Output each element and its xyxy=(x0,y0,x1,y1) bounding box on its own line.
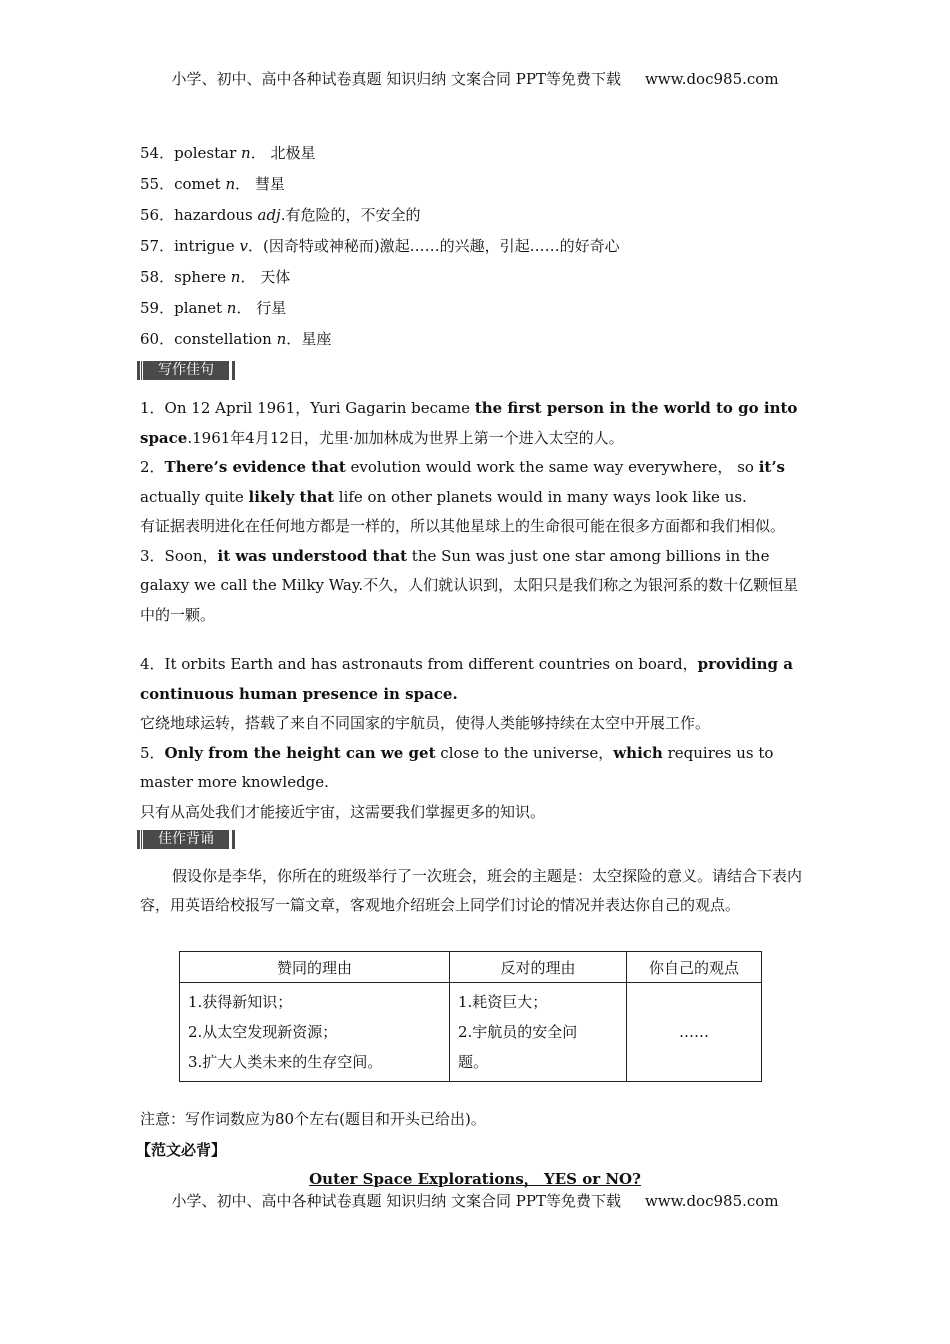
section-badge-recite: 佳作背诵 xyxy=(140,830,229,849)
vocab-item: 56．hazardous adj.有危险的，不安全的 xyxy=(140,206,421,224)
reasons-table xyxy=(179,951,762,1082)
vocab-item: 59．planet n． 行星 xyxy=(140,299,287,317)
table-cell-own: …… xyxy=(627,983,762,1082)
header-text: 小学、初中、高中各种试卷真题 知识归纳 文案合同 PPT等免费下载 xyxy=(171,70,621,88)
vocab-item: 60．constellation n．星座 xyxy=(140,330,332,348)
page-header xyxy=(0,68,950,89)
vocab-item: 57．intrigue v．(因奇特或神秘而)激起……的兴趣，引起……的好奇心 xyxy=(140,237,620,255)
sentence-2: 2．There’s evidence that evolution would work the same way everywhere， so it’s actually quite likely that life on other planets would in many ways look like us. xyxy=(140,458,785,506)
writing-prompt: 假设你是李华，你所在的班级举行了一次班会，班会的主题是：太空探险的意义。请结合下表内容，用英语给校报写一篇文章，客观地介绍班会上同学们讨论的情况并表达你自己的观点。 xyxy=(140,867,803,914)
section-badge-writing: 写作佳句 xyxy=(140,361,229,380)
sentence-2-translation: 有证据表明进化在任何地方都是一样的，所以其他星球上的生命很可能在很多方面都和我们相似。 xyxy=(140,517,786,535)
sentence-4-translation: 它绕地球运转，搭载了来自不同国家的宇航员，使得人类能够持续在太空中开展工作。 xyxy=(140,714,711,732)
vocab-item: 55．comet n． 彗星 xyxy=(140,175,285,193)
vocab-item: 58．sphere n． 天体 xyxy=(140,268,291,286)
header-site[interactable]: www.doc985.com xyxy=(644,70,779,88)
sentence-5: 5．Only from the height can we get close to the universe，which requires us to master more knowledge. xyxy=(140,743,774,791)
sentence-3: 3．Soon，it was understood that the Sun was just one star among billions in the galaxy we call the Milky Way.不久，人们就认识到，太阳只是我们称之为银河系的数十亿颗恒星中的一颗。 xyxy=(140,546,799,624)
table-cell-con: 1.耗资巨大； 2.宇航员的安全问 题。 xyxy=(450,983,627,1082)
sentence-1: 1．On 12 April 1961，Yuri Gagarin became the first person in the world to go into space.1961年4月12日，尤里·加加林成为世界上第一个进入太空的人。 xyxy=(140,399,798,447)
sentence-5-translation: 只有从高处我们才能接近宇宙，这需要我们掌握更多的知识。 xyxy=(140,802,546,821)
essay-title: Outer Space Explorations， YES or NO? xyxy=(309,1170,641,1188)
sentence-4: 4．It orbits Earth and has astronauts from different countries on board，providing a continuous human presence in space. xyxy=(140,655,793,703)
table-header-con: 反对的理由 xyxy=(450,952,627,983)
good-sentences xyxy=(140,394,812,827)
word-count-note: 注意：写作词数应为80个左右(题目和开头已给出)。 xyxy=(140,1110,486,1128)
footer-site[interactable]: www.doc985.com xyxy=(644,1192,779,1210)
vocab-item: 54．polestar n． 北极星 xyxy=(140,144,316,162)
sample-essay-label: 【范文必背】 xyxy=(136,1141,227,1159)
table-cell-pro: 1.获得新知识； 2.从太空发现新资源； 3.扩大人类未来的生存空间。 xyxy=(180,983,450,1082)
vocab-list xyxy=(140,142,620,359)
page-footer xyxy=(0,1190,950,1211)
table-header-own: 你自己的观点 xyxy=(627,952,762,983)
table-header-pro: 赞同的理由 xyxy=(180,952,450,983)
footer-text: 小学、初中、高中各种试卷真题 知识归纳 文案合同 PPT等免费下载 xyxy=(171,1192,621,1210)
